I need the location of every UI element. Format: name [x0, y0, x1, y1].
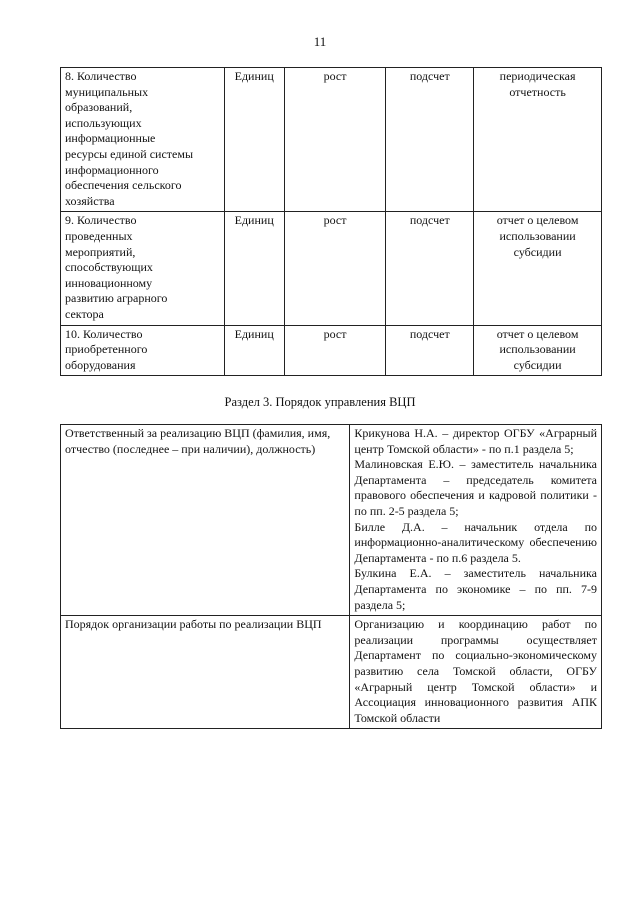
indicator-unit: Единиц [224, 212, 284, 325]
table-row [61, 425, 602, 616]
table-row [61, 616, 602, 729]
indicator-name: 8. Количество муниципальных образований, использующих информационные ресурсы единой системы информационного обеспечения сельского хозяйства [61, 68, 225, 212]
table-row [61, 212, 602, 325]
section-title: Раздел 3. Порядок управления ВЦП [224, 395, 416, 409]
indicator-source: отчет о целевом использовании субсидии [474, 212, 602, 325]
indicator-unit: Единиц [224, 68, 284, 212]
indicator-method: подсчет [386, 325, 474, 376]
organization-label: Порядок организации работы по реализации ВЦП [61, 616, 350, 729]
indicator-source: периодическая отчетность [474, 68, 602, 212]
indicators-table [60, 67, 602, 376]
responsible-value: Крикунова Н.А. – директор ОГБУ «Аграрный центр Томской области» - по п.1 раздела 5; Малиновская Е.Ю. – заместитель начальника Департамента – председатель комитета правового обеспечения и кадровой политики - по пп. 2-5 раздела 5; Билле Д.А. – начальник отдела по информационно-аналитическому обеспечению Департамента - по п.6 раздела 5. Булкина Е.А. – заместитель начальника Департамента по экономике – по пп. 7-9 раздела 5; [350, 425, 602, 616]
management-table [60, 424, 602, 729]
indicator-name: 10. Количество приобретенного оборудования [61, 325, 225, 376]
indicator-method: подсчет [386, 212, 474, 325]
table-row [61, 325, 602, 376]
organization-value: Организацию и координацию работ по реализации программы осуществляет Департамент по социально-экономическому развитию села Томской области, ОГБУ «Аграрный центр Томской области» и Ассоциация инновационного развития АПК Томской области [350, 616, 602, 729]
indicator-method: подсчет [386, 68, 474, 212]
indicator-trend: рост [284, 68, 386, 212]
indicator-trend: рост [284, 212, 386, 325]
indicator-name: 9. Количество проведенных мероприятий, способствующих инновационному развитию аграрного сектора [61, 212, 225, 325]
table-row [61, 68, 602, 212]
responsible-label: Ответственный за реализацию ВЦП (фамилия, имя, отчество (последнее – при наличии), должность) [61, 425, 350, 616]
indicator-trend: рост [284, 325, 386, 376]
indicator-source: отчет о целевом использовании субсидии [474, 325, 602, 376]
page-number: 11 [313, 34, 327, 49]
indicator-unit: Единиц [224, 325, 284, 376]
